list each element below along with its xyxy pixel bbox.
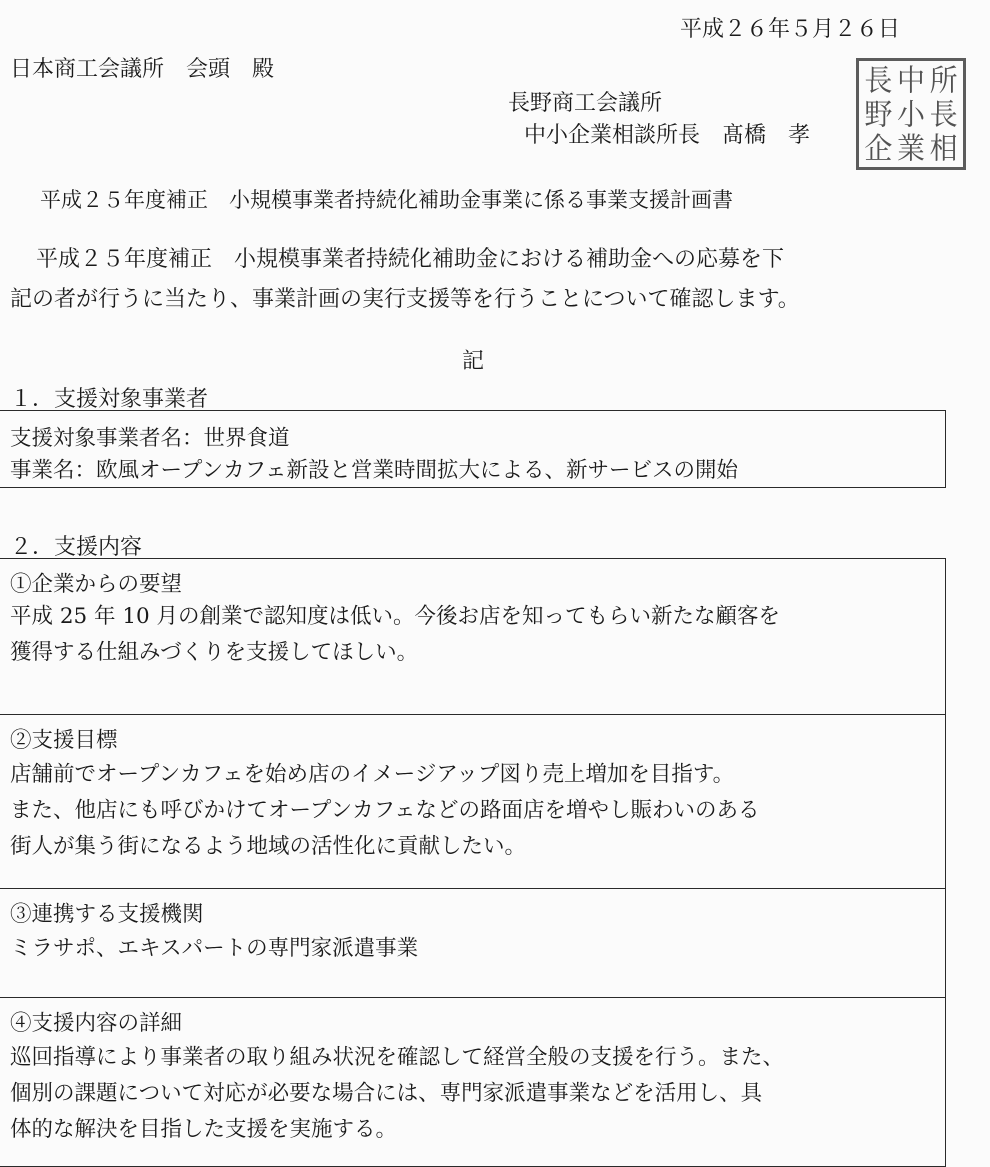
- seal-char: 企: [864, 131, 893, 166]
- intro-line-1: 平成２５年度補正 小規模事業者持続化補助金における補助金への応募を下: [36, 247, 785, 272]
- block-line: 店舗前でオープンカフェを始め店のイメージアップ図り売上増加を目指す。: [10, 762, 735, 787]
- seal-char: 相: [929, 131, 958, 166]
- seal-char: 長: [864, 63, 893, 98]
- support-goal-box: [0, 714, 946, 889]
- block-line: 獲得する仕組みづくりを支援してほしい。: [10, 640, 419, 665]
- seal-char: 小: [896, 97, 925, 132]
- seal-char: 野: [864, 97, 893, 132]
- intro-line-2: 記の者が行うに当たり、事業計画の実行支援等を行うことについて確認します。: [10, 287, 800, 312]
- section1-heading: １．支援対象事業者: [10, 387, 209, 412]
- block-line: 個別の課題について対応が必要な場合には、専門家派遣事業などを活用し、具: [10, 1081, 763, 1106]
- seal-char: 中: [896, 63, 925, 98]
- block-label: ④支援内容の詳細: [10, 1011, 183, 1036]
- document-date: 平成２６年５月２６日: [680, 17, 901, 42]
- section2-heading: ２．支援内容: [10, 535, 143, 560]
- recipient: 日本商工会議所 会頭 殿: [10, 57, 275, 82]
- ki-heading: 記: [462, 349, 485, 374]
- project-name: 事業名：欧風オープンカフェ新設と営業時間拡大による、新サービスの開始: [10, 458, 738, 483]
- seal-char: 長: [929, 97, 958, 132]
- block-line: 街人が集う街になるよう地域の活性化に貢献したい。: [10, 834, 527, 859]
- sender-person: 中小企業相談所長 髙橋 孝: [524, 123, 811, 148]
- support-details-box: [0, 997, 946, 1167]
- block-line: 平成 25 年 10 月の創業で認知度は低い。今後お店を知ってもらい新たな顧客を: [10, 604, 781, 629]
- partner-organization-box: [0, 888, 946, 998]
- block-label: ③連携する支援機関: [10, 902, 204, 927]
- sender-organization: 長野商工会議所: [508, 91, 663, 116]
- block-label: ②支援目標: [10, 728, 118, 753]
- seal-char: 所: [929, 63, 958, 98]
- document-title: 平成２５年度補正 小規模事業者持続化補助金事業に係る事業支援計画書: [40, 188, 733, 212]
- block-line: 体的な解決を目指した支援を実施する。: [10, 1117, 398, 1142]
- block-label: ①企業からの要望: [10, 572, 183, 597]
- official-seal: [856, 58, 966, 170]
- business-name: 支援対象事業者名：世界食道: [10, 426, 290, 451]
- block-line: 巡回指導により事業者の取り組み状況を確認して経営全般の支援を行う。また、: [10, 1045, 785, 1070]
- seal-char: 業: [896, 131, 925, 166]
- block-line: ミラサポ、エキスパートの専門家派遣事業: [10, 936, 419, 961]
- support-request-box: [0, 558, 946, 715]
- section1-box: [0, 410, 946, 488]
- block-line: また、他店にも呼びかけてオープンカフェなどの路面店を増やし賑わいのある: [10, 798, 760, 823]
